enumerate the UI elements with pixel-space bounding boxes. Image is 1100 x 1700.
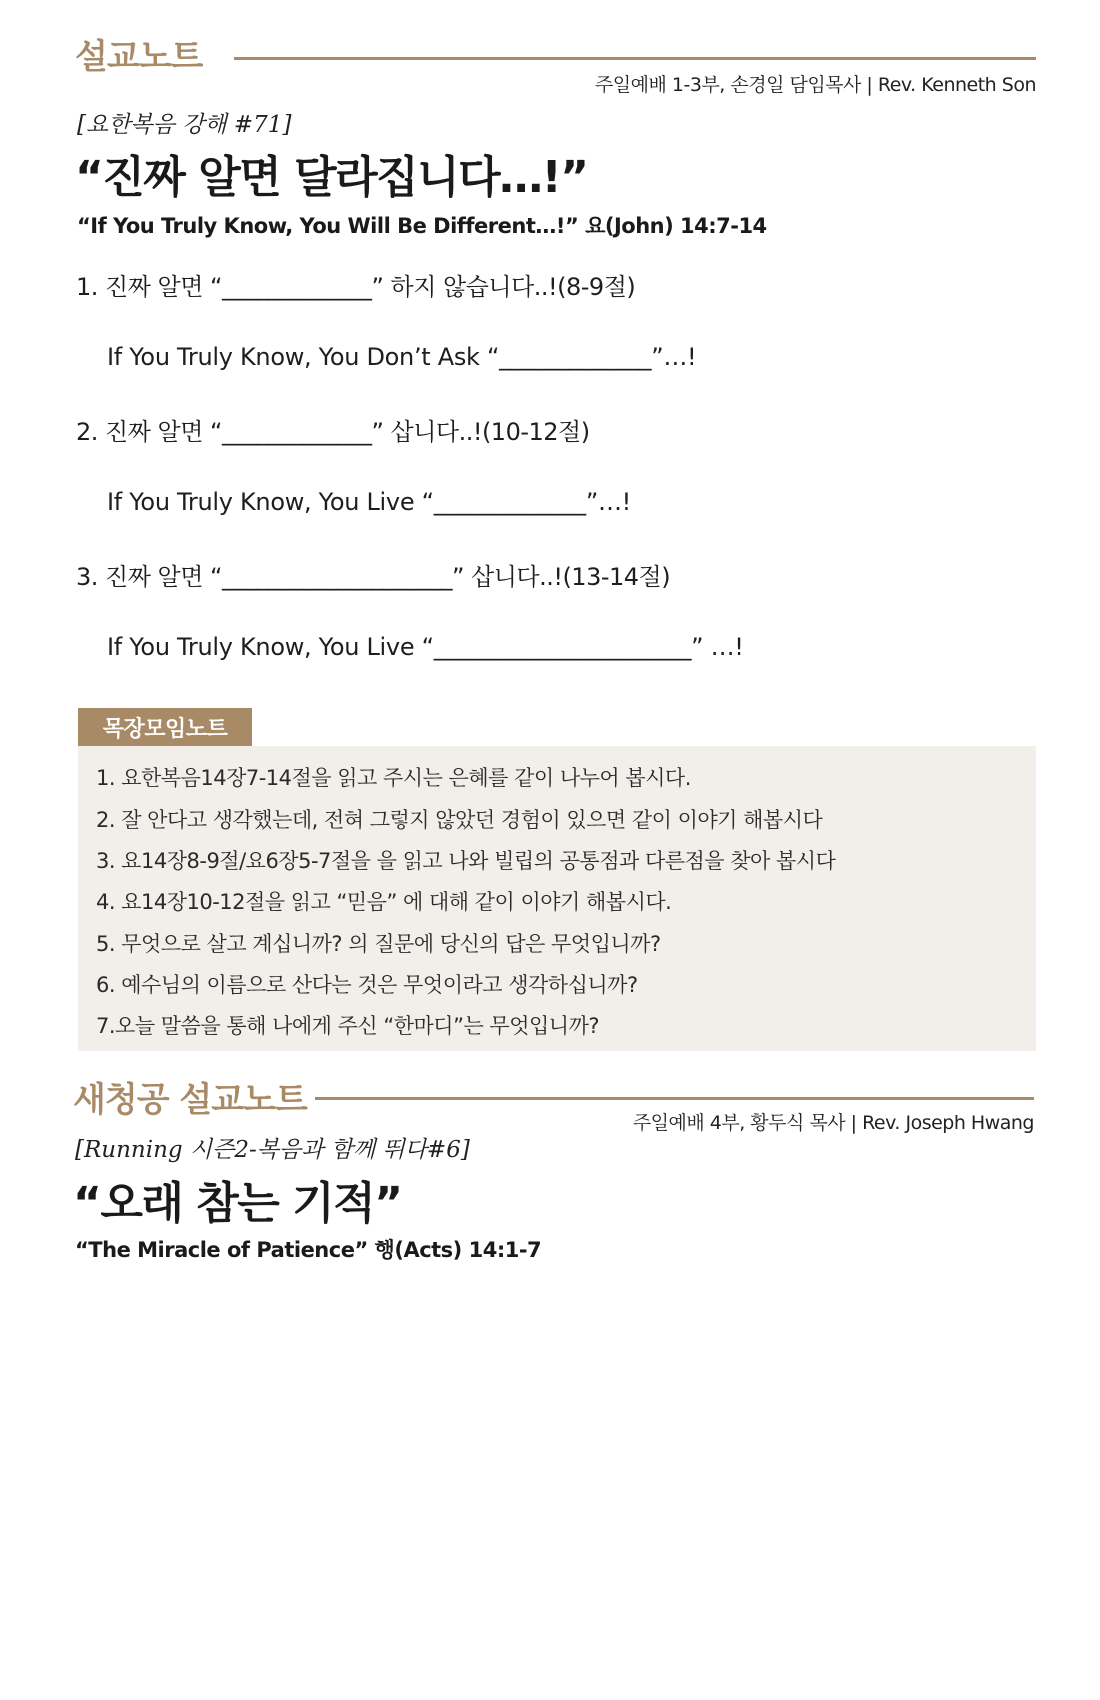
sermon-series-label: [Running 시즌2-복음과 함께 뛰다#6] (75, 1137, 470, 1163)
sermon-headline: “진짜 알면 달라집니다…!” (75, 152, 588, 203)
sermon-series-label: [요한복음 강해 #71] (77, 112, 292, 138)
group-notes-tab: 목장모임노트 (78, 708, 252, 746)
question-item: 6. 예수님의 이름으로 산다는 것은 무엇이라고 생각하십니까? (96, 973, 638, 997)
sermon-subtitle: “If You Truly Know, You Will Be Different…!” 요(John) 14:7-14 (77, 214, 767, 238)
sermon-point-2: 2. 진짜 알면 “_____________” 삽니다..!(10-12절) (76, 418, 590, 446)
preacher-byline: 주일예배 4부, 황두식 목사 | Rev. Joseph Hwang (632, 1112, 1034, 1134)
sermon-point-2-english: If You Truly Know, You Live “_____________”…! (107, 488, 632, 516)
section-title-youth-sermon-notes: 새청공 설교노트 (73, 1080, 307, 1120)
section-divider (315, 1097, 1034, 1100)
sermon-point-1-english: If You Truly Know, You Don’t Ask “_____________”…! (107, 343, 697, 371)
section-title-sermon-notes: 설교노트 (75, 37, 203, 77)
question-item: 1. 요한복음14장7-14절을 읽고 주시는 은혜를 같이 나누어 봅시다. (96, 766, 691, 790)
group-notes-box (78, 746, 1036, 1051)
question-item: 7.오늘 말씀을 통해 나에게 주신 “한마디”는 무엇입니까? (96, 1014, 599, 1038)
preacher-byline: 주일예배 1-3부, 손경일 담임목사 | Rev. Kenneth Son (594, 74, 1036, 96)
sermon-point-3-english: If You Truly Know, You Live “______________________” …! (107, 633, 744, 661)
sermon-point-1: 1. 진짜 알면 “_____________” 하지 않습니다..!(8-9절) (76, 273, 636, 301)
sermon-headline: “오래 참는 기적” (73, 1178, 402, 1229)
question-item: 2. 잘 안다고 생각했는데, 전혀 그렇지 않았던 경험이 있으면 같이 이야기 해봅시다 (96, 808, 823, 832)
sermon-point-3: 3. 진짜 알면 “____________________” 삽니다..!(13-14절) (76, 563, 671, 591)
question-item: 5. 무엇으로 살고 계십니까? 의 질문에 당신의 답은 무엇입니까? (96, 932, 661, 956)
section-divider (234, 57, 1036, 60)
sermon-subtitle: “The Miracle of Patience” 행(Acts) 14:1-7 (75, 1238, 542, 1262)
question-item: 3. 요14장8-9절/요6장5-7절을 을 읽고 나와 빌립의 공통점과 다른점을 찾아 봅시다 (96, 849, 836, 873)
question-item: 4. 요14장10-12절을 읽고 “믿음” 에 대해 같이 이야기 해봅시다. (96, 890, 672, 914)
